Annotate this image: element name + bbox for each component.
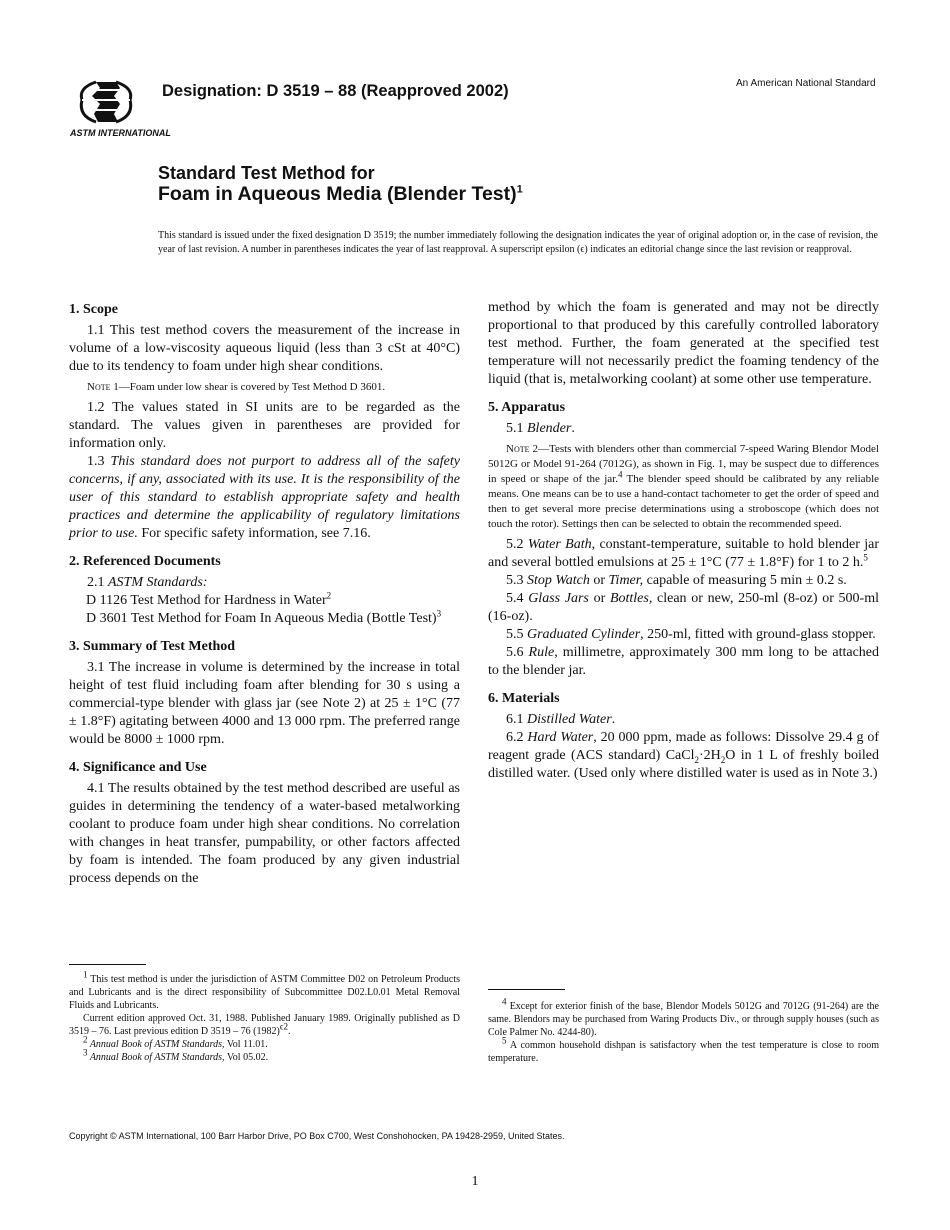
reference-d1126: D 1126 Test Method for Hardness in Water$^2$ [86,590,332,608]
paragraph-5-5: 5.5 Graduated Cylinder, 250-ml, fitted with ground-glass stopper. [506,627,876,642]
national-standard-label: An American National Standard [736,78,876,89]
logo-text: ASTM INTERNATIONAL [70,128,171,138]
paragraph-5-3: 5.3 Stop Watch or Timer, capable of measuring 5 min ± 0.2 s. [506,573,847,588]
title-line-1: Standard Test Method for [158,163,375,183]
footnotes-left [69,969,460,1064]
copyright: Copyright © ASTM International, 100 Barr Harbor Drive, PO Box C700, West Conshohocken, PA 19428-2959, United States. [69,1131,565,1141]
note-2: Note 2—Tests with blenders other than commercial 7-speed Waring Blendor Model 5012G or Model 91-264 (7012G), as shown in Fig. 1, may be suspect due to differences in speed or shape of the jar.$^4$ The blender speed should be calibrated by any reliable means. One means can be to use a hand-contact tachometer to get the order of speed and then to get several more precise determinations using a stroboscope (which does not touch the rotor). Settings then can be selected to obtain the recommended speed. [488,443,880,530]
paragraph-5-2: 5.2 Water Bath, constant-temperature, suitable to hold blender jar and several bottled emulsions at 25 ± 1°C (77 ± 1.8°F) for 1 to 2 h.$^5$ [488,537,879,570]
astm-globe-icon [81,82,130,122]
footnote-rule-left [69,964,146,965]
paragraph-6-1: 6.1 Distilled Water. [506,712,616,727]
paragraph-4-1-continued: method by which the foam is generated and may not be directly proportional to that produced by this carefully controlled laboratory test method. Further, the foam generated at the specified test temperature will not necessarily predict the foaming tendency of the liquid (that is, metalworking coolant) at some other use temperature. [488,300,879,387]
footnote-rule-right [488,989,565,990]
issuance-notice: This standard is issued under the fixed designation D 3519; the number immediately following the designation indicates the year of original adoption or, in the case of revision, the year of last revision. A number in parentheses indicates the year of last reapproval. A superscript epsilon (ϵ) indicates an editorial change since the last revision or reapproval. [158,230,878,255]
section-4-heading: 4. Significance and Use [69,760,207,775]
footnote-4: $^4$ Except for exterior finish of the base, Blendor Models 5012G and 7012G (91-264) are the same. Blendors may be purchased from Waring Products Div., or through supply houses (such as Cole Palmer No. 4244-80). [488,996,879,1038]
page-number: 1 [471,1174,479,1189]
paragraph-2-1: 2.1 ASTM Standards: [87,575,208,590]
paragraph-1-3: 1.3 This standard does not purport to address all of the safety concerns, if any, associated with its use. It is the responsibility of the user of this standard to establish appropriate safety and health practices and determine the applicability of regulatory limitations prior to use. For specific safety information, see 7.16. [69,454,461,541]
section-5-heading: 5. Apparatus [488,400,566,415]
reference-d3601: D 3601 Test Method for Foam In Aqueous Media (Bottle Test)$^3$ [86,608,442,626]
right-column [488,299,879,783]
footnote-5: $^5$ A common household dishpan is satisfactory when the test temperature is close to room temperature. [488,1035,879,1064]
paragraph-1-1: 1.1 This test method covers the measurement of the increase in volume of a low-viscosity aqueous liquid (less than 3 cSt at 40°C) due to its tendency to foam under high shear conditions. [69,323,460,374]
footnotes-right [488,996,879,1065]
paragraph-3-1: 3.1 The increase in volume is determined by the increase in total height of test fluid including foam after blending for 30 s using a commercial-type blender with glass jar (see Note 2) at 25 ± 1°C (77 ± 1.8°F) agitating between 4000 and 13 000 rpm. The preferred range would be 8000 ± 1000 rpm. [69,660,460,747]
footnote-2: $^2$ Annual Book of ASTM Standards, Vol 11.01. [83,1034,268,1050]
paragraph-1-2: 1.2 The values stated in SI units are to be regarded as the standard. The values given in parentheses are provided for information only. [69,400,460,451]
left-column [69,299,460,888]
paragraph-5-1: 5.1 Blender. [506,421,575,436]
footnote-1-edition: Current edition approved Oct. 31, 1988. Published January 1989. Originally published as D 3519 – 76. Last previous edition D 3519 – 76 $(1982)^{\epsilon 2}$. [69,1013,460,1037]
paragraph-6-2: 6.2 Hard Water, 20 000 ppm, made as follows: Dissolve 29.4 g of reagent grade (ACS standard) $CaCl_2\cdot 2H_2O$ in 1 L of freshly boiled distilled water. (Used only where distilled water is used as in Note 3.) [488,730,880,781]
section-2-heading: 2. Referenced Documents [69,554,221,569]
footnote-1: $^1$ This test method is under the jurisdiction of ASTM Committee D02 on Petroleum Products and Lubricants and is the direct responsibility of Subcommittee D02.L0.01 Metal Removal Fluids and Lubricants. [69,969,460,1011]
section-3-heading: 3. Summary of Test Method [69,639,236,654]
paragraph-4-1: 4.1 The results obtained by the test method described are useful as guides in determining the tendency of a water-based metalworking coolant to produce foam under high shear conditions. No correlation with changes in heat transfer, pumpability, or other factors affected by foam is intended. The foam produced by any given industrial process depends on the [69,781,460,886]
section-1-heading: 1. Scope [69,302,118,317]
paragraph-5-4: 5.4 Glass Jars or Bottles, clean or new, 250-ml (8-oz) or 500-ml (16-oz). [488,591,879,624]
paragraph-5-6: 5.6 Rule, millimetre, approximately 300 mm long to be attached to the blender jar. [488,645,879,678]
note-1: Note 1—Foam under low shear is covered by Test Method D 3601. [87,381,386,393]
title-line-2: Foam in Aqueous Media (Blender Test)$^1$ [158,183,523,205]
footnote-3: $^3$ Annual Book of ASTM Standards, Vol 05.02. [83,1047,269,1063]
section-6-heading: 6. Materials [488,691,560,706]
astm-logo [68,78,171,140]
designation: Designation: D 3519 – 88 (Reapproved 2002) [162,82,509,100]
